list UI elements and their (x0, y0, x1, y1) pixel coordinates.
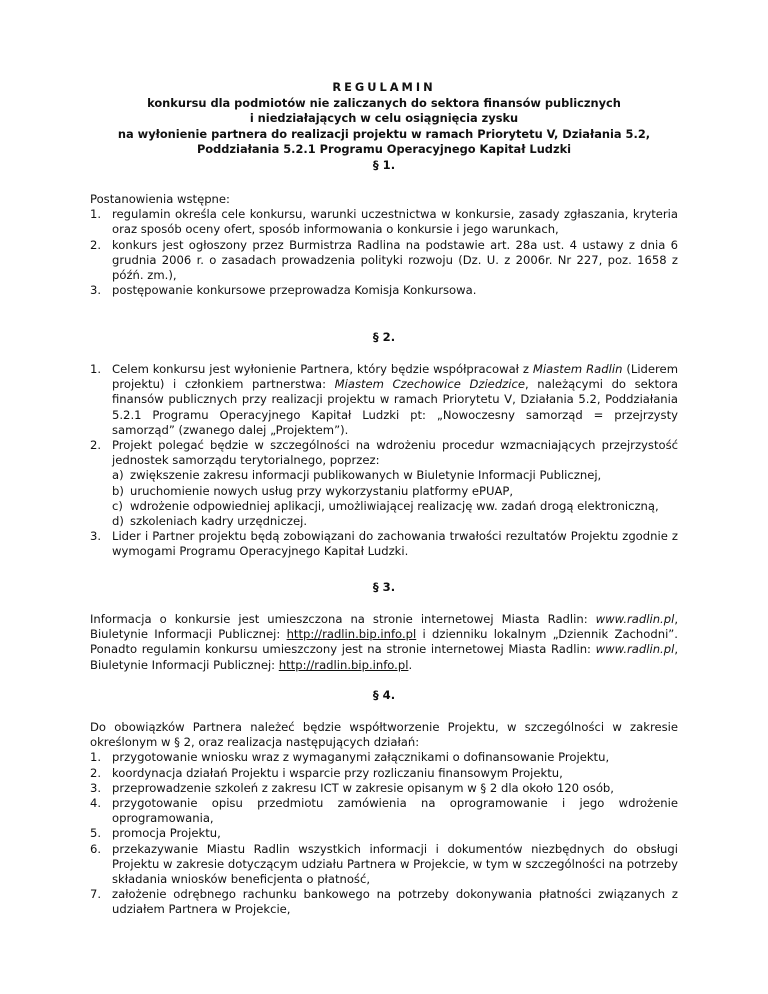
paragraph-text: Informacja o konkursie jest umieszczona na stronie internetowej Miasta Radlin: (90, 612, 596, 626)
sub-list-item (90, 499, 678, 514)
list-text: , należącymi do sektora finansów publicznych przy realizacji projektu w ramach Priorytetu V, Działania 5.2, Poddziałania 5.2.1 Programu Operacyjnego Kapitał Ludzki pt: „Nowoczesny samorząd = przejrzysty samorząd” (zwanego dalej „Projektem”). (112, 377, 678, 437)
list-item (90, 796, 678, 826)
section-2-body (90, 362, 678, 560)
list-number: 1. (90, 362, 102, 376)
section-1-intro: Postanowienia wstępne: (90, 192, 230, 206)
list-text: założenie odrębnego rachunku bankowego na potrzeby dokonywania płatności związanych z udziałem Partnera w Projekcie, (112, 887, 678, 917)
list-item (90, 362, 678, 438)
list-item (90, 529, 678, 559)
list-text: promocja Projektu, (112, 826, 221, 841)
list-number: 5. (90, 826, 102, 841)
list-number: 2. (90, 438, 102, 453)
list-text: Projekt polegać będzie w szczególności na wdrożeniu procedur wzmacniających przejrzystość jednostek samorządu terytorialnego, poprzez: (112, 438, 678, 468)
list-number: 7. (90, 887, 102, 902)
sub-list-text: wdrożenie odpowiedniej aplikacji, umożliwiającej realizację ww. zadań drogą elektroniczną, (130, 498, 659, 513)
paragraph-text: , Biuletynie Informacji Publicznej: (90, 642, 678, 672)
section-3-body (90, 612, 678, 673)
list-number: 6. (90, 841, 102, 856)
list-text: postępowanie konkursowe przeprowadza Komisja Konkursowa. (112, 283, 477, 298)
list-number: 3. (90, 529, 102, 544)
sub-list-item (90, 484, 678, 499)
sub-list-letter: d) (112, 514, 124, 529)
emphasis-text: Miastem Radlin (532, 362, 623, 376)
list-text: przekazywanie Miastu Radlin wszystkich informacji i dokumentów niezbędnych do obsługi Projektu w zakresie dotyczącym udziału Partnera w Projekcie, w tym w szczególności na potrzeby składania wniosków beneficjenta o płatność, (112, 841, 678, 887)
list-item (90, 238, 678, 284)
paragraph-text: , Biuletynie Informacji Publicznej: (90, 612, 678, 642)
list-number: 1. (90, 750, 102, 765)
section-2-title: § 2. (372, 330, 396, 344)
list-text: przygotowanie opisu przedmiotu zamówienia na oprogramowanie i jego wdrożenie oprogramowania, (112, 796, 678, 826)
list-item (90, 766, 678, 781)
header-line-2: i niedziałających w celu osiągnięcia zysku (249, 111, 519, 125)
emphasis-text: Miastem Czechowice Dziedzice (334, 377, 525, 392)
section-4-intro: Do obowiązków Partnera należeć będzie współtworzenie Projektu, w szczególności w zakresie określonym w § 2, oraz realizacja następujących działań: (90, 720, 678, 750)
document-title: REGULAMIN (332, 80, 436, 94)
header-line-4: Poddziałania 5.2.1 Programu Operacyjnego Kapitał Ludzki (196, 142, 572, 156)
section-3-title: § 3. (372, 580, 396, 594)
sub-list-item (90, 468, 678, 483)
header-line-3: na wyłonienie partnera do realizacji projektu w ramach Priorytetu V, Działania 5.2, (117, 126, 651, 141)
paragraph-text: i dzienniku lokalnym „Dziennik Zachodni”. Ponadto regulamin konkursu umieszczony jest na stronie internetowej Miasta Radlin: (90, 627, 678, 657)
sub-list-text: szkoleniach kadry urzędniczej. (130, 514, 308, 529)
website-url: www.radlin.pl (595, 612, 675, 626)
list-item (90, 438, 678, 468)
section-4-title: § 4. (372, 688, 396, 702)
section-1-title: § 1. (372, 158, 396, 172)
website-url: www.radlin.pl (595, 642, 675, 657)
list-number: 3. (90, 780, 102, 795)
list-number: 2. (90, 765, 102, 780)
list-number: 2. (90, 237, 102, 252)
list-text: (Liderem projektu) i członkiem partnerstwa: (112, 362, 678, 392)
list-text: koordynacja działań Projektu i wsparcie przy rozliczaniu finansowym Projektu, (112, 765, 563, 780)
sub-list-text: uruchomienie nowych usług przy wykorzystaniu platformy ePUAP, (130, 483, 514, 498)
list-item (90, 207, 678, 237)
list-text: przeprowadzenie szkoleń z zakresu ICT w zakresie opisanym w § 2 dla około 120 osób, (112, 780, 614, 795)
list-number: 4. (90, 796, 102, 811)
list-text: przygotowanie wniosku wraz z wymaganymi załącznikami o dofinansowanie Projektu, (112, 750, 610, 765)
list-item (90, 842, 678, 888)
sub-list-letter: c) (112, 498, 123, 513)
list-text: regulamin określa cele konkursu, warunki uczestnictwa w konkursie, zasady zgłaszania, kryteria oraz sposób oceny ofert, sposób informowania o konkursie i jego warunkach, (112, 207, 678, 237)
sub-list-letter: b) (112, 483, 124, 498)
bip-link[interactable]: http://radlin.bip.info.pl (278, 657, 409, 672)
document-header (90, 80, 678, 158)
paragraph-text: . (408, 657, 413, 672)
sub-list-letter: a) (112, 468, 124, 483)
list-number: 3. (90, 283, 102, 298)
header-line-1: konkursu dla podmiotów nie zaliczanych do sektora finansów publicznych (147, 95, 621, 110)
list-number: 1. (90, 207, 102, 222)
list-item (90, 750, 678, 765)
bip-link[interactable]: http://radlin.bip.info.pl (286, 627, 417, 642)
section-1-body (90, 192, 678, 298)
section-4-body (90, 720, 678, 918)
list-item (90, 826, 678, 841)
list-item (90, 887, 678, 917)
list-item (90, 283, 678, 298)
list-text: Lider i Partner projektu będą zobowiązani do zachowania trwałości rezultatów Projektu zgodnie z wymogami Programu Operacyjnego Kapitał Ludzki. (112, 529, 678, 559)
list-text: Celem konkursu jest wyłonienie Partnera, który będzie współpracował z (112, 362, 533, 376)
sub-list-item (90, 514, 678, 529)
sub-list-text: zwiększenie zakresu informacji publikowanych w Biuletynie Informacji Publicznej, (130, 468, 602, 483)
list-item (90, 781, 678, 796)
list-text: konkurs jest ogłoszony przez Burmistrza Radlina na podstawie art. 28a ust. 4 ustawy z dnia 6 grudnia 2006 r. o zasadach prowadzenia polityki rozwoju (Dz. U. z 2006r. Nr 227, poz. 1658 z późń. zm.), (112, 237, 678, 283)
